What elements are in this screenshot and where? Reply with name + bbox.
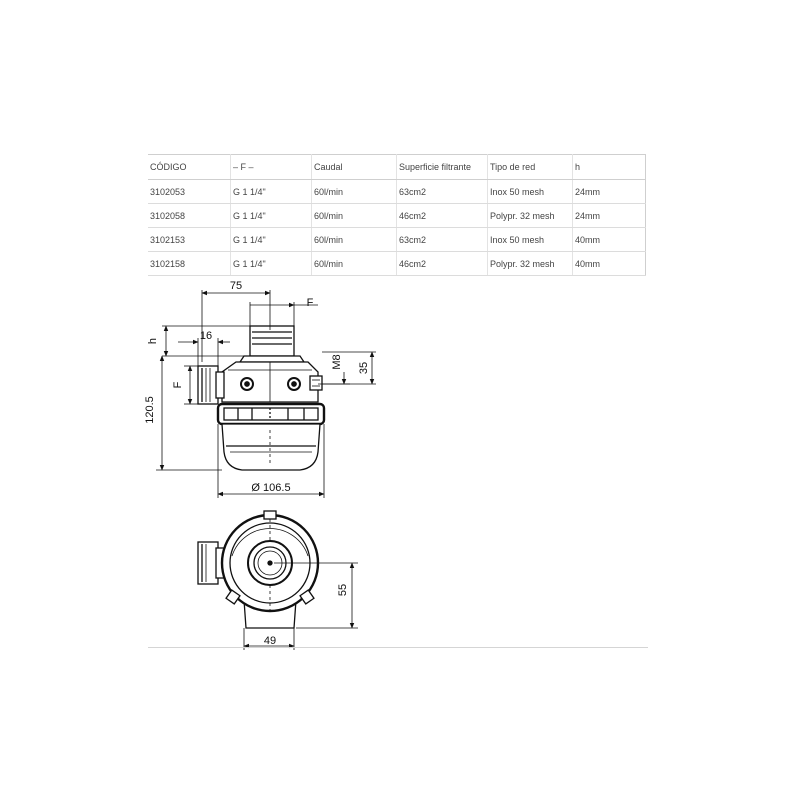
dim-label-h: h xyxy=(147,337,159,345)
cell-codigo: 3102058 xyxy=(148,204,231,228)
cell-caudal: 60l/min xyxy=(312,252,397,276)
cell-codigo: 3102053 xyxy=(148,180,231,204)
dim-label-120-5: 120.5 xyxy=(144,396,156,424)
col-header-h: h xyxy=(573,155,646,180)
cell-h: 40mm xyxy=(573,228,646,252)
col-header-tipo-red: Tipo de red xyxy=(488,155,573,180)
cell-superficie: 46cm2 xyxy=(397,204,488,228)
cell-caudal: 60l/min xyxy=(312,228,397,252)
cell-caudal: 60l/min xyxy=(312,180,397,204)
side-view xyxy=(198,326,324,470)
dim-label-m8: M8 xyxy=(331,354,343,370)
cell-h: 24mm xyxy=(573,180,646,204)
col-header-superficie: Superficie filtrante xyxy=(397,155,488,180)
dim-label-75: 75 xyxy=(229,280,243,292)
cell-f: G 1 1/4" xyxy=(231,180,312,204)
bottom-divider xyxy=(148,647,648,648)
cell-superficie: 63cm2 xyxy=(397,228,488,252)
dim-label-f-side: F xyxy=(172,381,184,389)
cell-tipo-red: Polypr. 32 mesh xyxy=(488,204,573,228)
col-header-caudal: Caudal xyxy=(312,155,397,180)
cell-tipo-red: Inox 50 mesh xyxy=(488,228,573,252)
cell-superficie: 63cm2 xyxy=(397,180,488,204)
cell-codigo: 3102153 xyxy=(148,228,231,252)
dim-label-diameter: Ø 106.5 xyxy=(251,482,291,494)
dim-label-55: 55 xyxy=(337,583,349,597)
cell-f: G 1 1/4" xyxy=(231,252,312,276)
cell-caudal: 60l/min xyxy=(312,204,397,228)
cell-f: G 1 1/4" xyxy=(231,228,312,252)
col-header-codigo: CÓDIGO xyxy=(148,155,231,180)
dim-label-35: 35 xyxy=(358,361,370,375)
cell-h: 40mm xyxy=(573,252,646,276)
cell-tipo-red: Inox 50 mesh xyxy=(488,180,573,204)
cell-f: G 1 1/4" xyxy=(231,204,312,228)
cell-superficie: 46cm2 xyxy=(397,252,488,276)
cell-h: 24mm xyxy=(573,204,646,228)
top-view xyxy=(198,511,318,628)
dim-label-49: 49 xyxy=(263,635,277,647)
cell-codigo: 3102158 xyxy=(148,252,231,276)
cell-tipo-red: Polypr. 32 mesh xyxy=(488,252,573,276)
dim-label-f-top: F xyxy=(306,297,314,309)
col-header-f: – F – xyxy=(231,155,312,180)
dim-label-16: 16 xyxy=(199,330,213,342)
